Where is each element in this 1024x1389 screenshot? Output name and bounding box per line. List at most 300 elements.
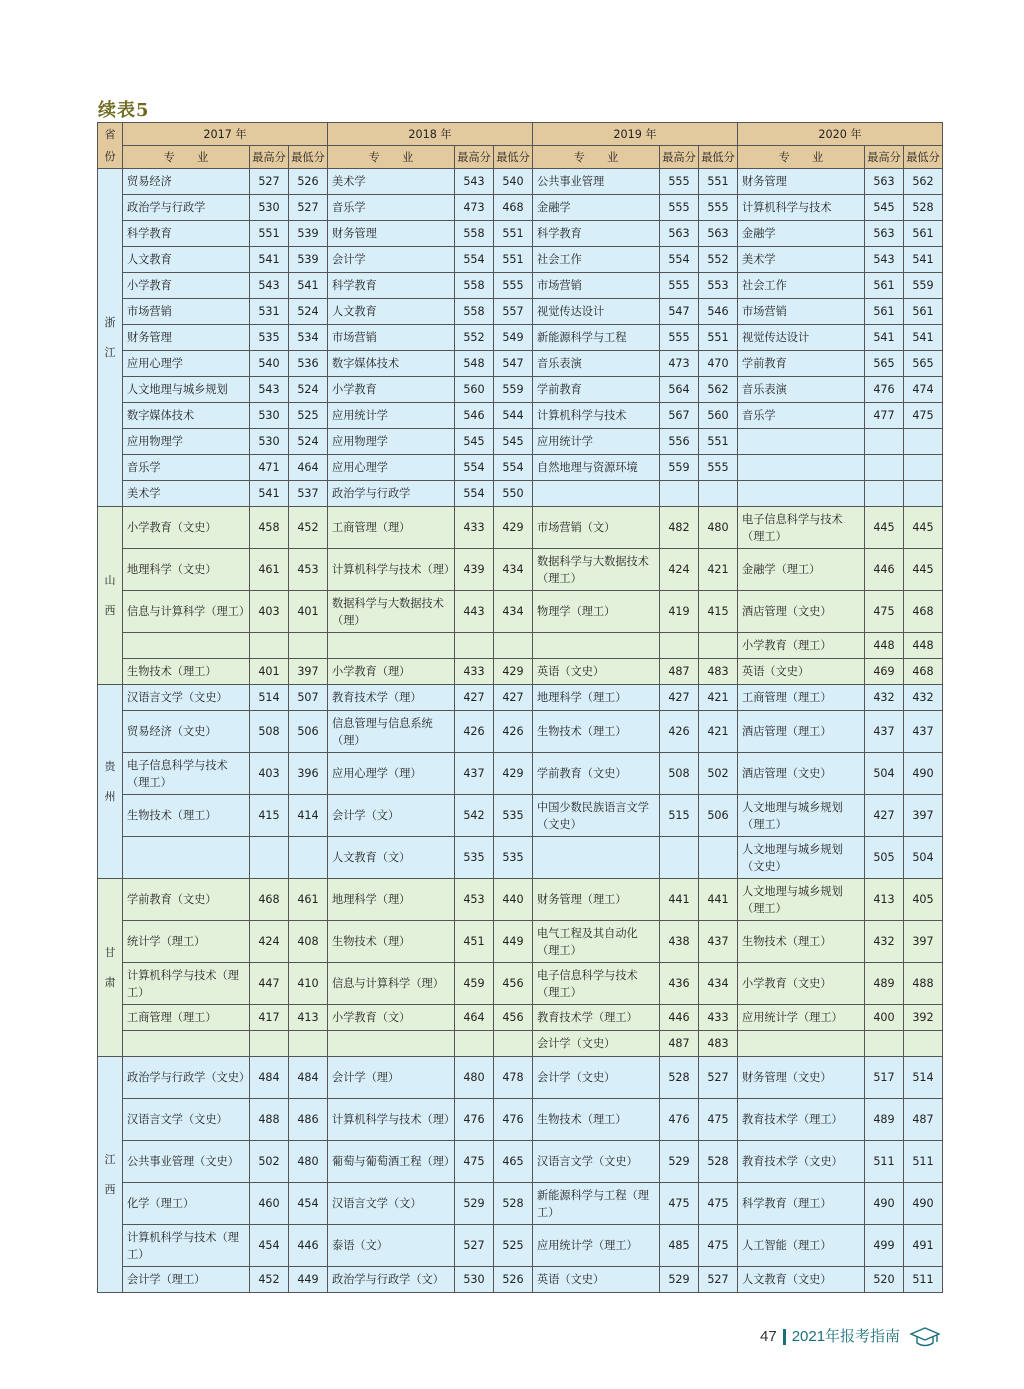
major-cell: 人文地理与城乡规划（理工）	[738, 879, 865, 921]
min-score-cell: 475	[699, 1225, 738, 1267]
major-cell: 葡萄与葡萄酒工程（理）	[328, 1141, 455, 1183]
table-row	[98, 273, 943, 299]
max-score-cell: 473	[455, 195, 494, 221]
max-score-header: 最高分	[250, 146, 289, 169]
major-cell: 科学教育	[123, 221, 250, 247]
min-score-cell: 527	[289, 195, 328, 221]
max-score-cell: 446	[660, 1005, 699, 1031]
table-row	[98, 1267, 943, 1293]
min-score-cell: 524	[289, 299, 328, 325]
major-cell: 英语（文史）	[533, 1267, 660, 1293]
min-score-cell: 452	[289, 507, 328, 549]
max-score-cell: 502	[250, 1141, 289, 1183]
table-row	[98, 1225, 943, 1267]
table-row	[98, 879, 943, 921]
guide-title: 2021年报考指南	[791, 1328, 901, 1345]
min-score-cell: 544	[494, 403, 533, 429]
min-score-cell: 535	[494, 837, 533, 879]
major-cell: 视觉传达设计	[533, 299, 660, 325]
min-score-cell: 557	[494, 299, 533, 325]
max-score-cell: 485	[660, 1225, 699, 1267]
max-score-cell: 546	[455, 403, 494, 429]
max-score-cell: 454	[250, 1225, 289, 1267]
min-score-cell: 432	[904, 685, 943, 711]
major-cell: 小学教育	[328, 377, 455, 403]
table-row	[98, 247, 943, 273]
table-row	[98, 325, 943, 351]
max-score-cell: 475	[455, 1141, 494, 1183]
max-score-cell: 527	[455, 1225, 494, 1267]
max-score-cell: 530	[250, 429, 289, 455]
min-score-cell: 511	[904, 1267, 943, 1293]
major-cell: 数字媒体技术	[123, 403, 250, 429]
min-score-cell: 449	[494, 921, 533, 963]
table-row	[98, 507, 943, 549]
min-score-cell: 562	[699, 377, 738, 403]
table-row	[98, 351, 943, 377]
table-row	[98, 837, 943, 879]
major-cell: 会计学（理）	[328, 1057, 455, 1099]
max-score-cell: 476	[660, 1099, 699, 1141]
max-score-cell: 530	[455, 1267, 494, 1293]
major-cell: 社会工作	[738, 273, 865, 299]
min-score-cell: 541	[904, 247, 943, 273]
table-row	[98, 377, 943, 403]
major-cell: 会计学	[328, 247, 455, 273]
table-row	[98, 1005, 943, 1031]
table-row	[98, 1099, 943, 1141]
max-score-cell: 487	[660, 1031, 699, 1057]
max-score-cell: 520	[865, 1267, 904, 1293]
province-cell	[98, 169, 123, 507]
min-score-cell: 536	[289, 351, 328, 377]
max-score-cell: 541	[865, 325, 904, 351]
min-score-cell: 408	[289, 921, 328, 963]
max-score-cell: 543	[865, 247, 904, 273]
major-cell: 酒店管理（理工）	[738, 711, 865, 753]
major-cell: 应用统计学	[328, 403, 455, 429]
major-cell: 小学教育	[123, 273, 250, 299]
max-score-cell: 433	[455, 659, 494, 685]
min-score-cell: 526	[494, 1267, 533, 1293]
min-score-cell: 525	[494, 1225, 533, 1267]
major-cell: 计算机科学与技术（理）	[328, 549, 455, 591]
max-score-cell: 461	[250, 549, 289, 591]
major-cell: 新能源科学与工程（理工）	[533, 1183, 660, 1225]
min-score-cell: 434	[494, 591, 533, 633]
major-cell: 地理科学（文史）	[123, 549, 250, 591]
max-score-cell: 554	[455, 481, 494, 507]
min-score-cell: 506	[289, 711, 328, 753]
min-score-cell: 551	[699, 169, 738, 195]
table-row	[98, 633, 943, 659]
major-cell: 教育技术学（理工）	[738, 1099, 865, 1141]
max-score-cell: 530	[250, 403, 289, 429]
min-score-cell: 487	[904, 1099, 943, 1141]
table-row	[98, 795, 943, 837]
min-score-cell: 507	[289, 685, 328, 711]
major-cell: 工商管理（理工）	[738, 685, 865, 711]
min-score-cell: 397	[289, 659, 328, 685]
major-cell: 市场营销	[123, 299, 250, 325]
major-cell: 人文地理与城乡规划	[123, 377, 250, 403]
max-score-cell: 413	[865, 879, 904, 921]
min-score-cell: 546	[699, 299, 738, 325]
max-score-cell: 545	[455, 429, 494, 455]
max-score-cell: 554	[455, 455, 494, 481]
major-cell: 应用统计学（理工）	[533, 1225, 660, 1267]
max-score-cell: 505	[865, 837, 904, 879]
footer-divider	[783, 1329, 786, 1345]
max-score-cell	[250, 633, 289, 659]
major-cell: 电气工程及其自动化（理工）	[533, 921, 660, 963]
max-score-cell: 529	[660, 1267, 699, 1293]
major-cell	[328, 633, 455, 659]
major-cell: 计算机科学与技术（理工）	[123, 1225, 250, 1267]
max-score-cell: 433	[455, 507, 494, 549]
major-cell: 数据科学与大数据技术（理工）	[533, 549, 660, 591]
max-score-cell: 508	[660, 753, 699, 795]
major-cell: 市场营销（文）	[533, 507, 660, 549]
max-score-cell	[865, 429, 904, 455]
table-row	[98, 403, 943, 429]
min-score-cell: 415	[699, 591, 738, 633]
max-score-cell	[865, 455, 904, 481]
max-score-cell: 541	[250, 481, 289, 507]
max-score-cell: 448	[865, 633, 904, 659]
major-cell: 电子信息科学与技术（理工）	[738, 507, 865, 549]
min-score-cell: 401	[289, 591, 328, 633]
max-score-cell: 535	[455, 837, 494, 879]
max-score-cell: 540	[250, 351, 289, 377]
max-score-cell: 443	[455, 591, 494, 633]
min-score-cell: 468	[904, 659, 943, 685]
min-score-cell: 474	[904, 377, 943, 403]
major-cell: 财务管理（理工）	[533, 879, 660, 921]
max-score-cell: 541	[250, 247, 289, 273]
max-score-cell: 415	[250, 795, 289, 837]
min-score-cell	[494, 1031, 533, 1057]
major-cell: 人文地理与城乡规划（理工）	[738, 795, 865, 837]
min-score-header: 最低分	[904, 146, 943, 169]
major-cell: 应用统计学（理工）	[738, 1005, 865, 1031]
min-score-cell: 547	[494, 351, 533, 377]
max-score-cell: 547	[660, 299, 699, 325]
max-score-cell	[660, 481, 699, 507]
min-score-cell: 426	[494, 711, 533, 753]
max-score-cell: 563	[865, 169, 904, 195]
table-row	[98, 1031, 943, 1057]
max-score-cell: 543	[250, 377, 289, 403]
min-score-header: 最低分	[699, 146, 738, 169]
province-cell	[98, 879, 123, 1057]
major-cell: 生物技术（理）	[328, 921, 455, 963]
min-score-cell	[289, 1031, 328, 1057]
min-score-cell: 468	[904, 591, 943, 633]
min-score-cell: 552	[699, 247, 738, 273]
major-cell	[533, 633, 660, 659]
major-cell: 视觉传达设计	[738, 325, 865, 351]
min-score-cell: 514	[904, 1057, 943, 1099]
max-score-cell: 561	[865, 273, 904, 299]
major-cell: 政治学与行政学（文史）	[123, 1057, 250, 1099]
max-score-cell: 543	[455, 169, 494, 195]
major-cell: 生物技术（理工）	[533, 1099, 660, 1141]
min-score-cell: 535	[494, 795, 533, 837]
max-score-cell: 527	[250, 169, 289, 195]
major-cell: 科学教育（理工）	[738, 1183, 865, 1225]
max-score-cell: 564	[660, 377, 699, 403]
max-score-cell: 426	[455, 711, 494, 753]
major-cell: 地理科学（理工）	[533, 685, 660, 711]
max-score-cell: 561	[865, 299, 904, 325]
major-cell: 汉语言文学（文）	[328, 1183, 455, 1225]
major-cell	[123, 1031, 250, 1057]
max-score-cell: 487	[660, 659, 699, 685]
major-cell: 工商管理（理工）	[123, 1005, 250, 1031]
max-score-cell	[455, 633, 494, 659]
table-row	[98, 221, 943, 247]
max-score-cell: 484	[250, 1057, 289, 1099]
major-cell: 贸易经济	[123, 169, 250, 195]
major-cell	[123, 837, 250, 879]
min-score-cell: 421	[699, 549, 738, 591]
max-score-header: 最高分	[455, 146, 494, 169]
major-cell: 教育技术学（理）	[328, 685, 455, 711]
admission-score-table	[97, 122, 943, 1293]
min-score-cell: 525	[289, 403, 328, 429]
min-score-cell: 527	[699, 1267, 738, 1293]
min-score-cell: 429	[494, 659, 533, 685]
min-score-cell: 441	[699, 879, 738, 921]
major-cell: 物理学（理工）	[533, 591, 660, 633]
major-cell: 小学教育（文）	[328, 1005, 455, 1031]
min-score-cell	[904, 481, 943, 507]
min-score-cell: 551	[494, 247, 533, 273]
min-score-cell: 524	[289, 377, 328, 403]
max-score-cell: 424	[250, 921, 289, 963]
min-score-cell: 541	[904, 325, 943, 351]
max-score-cell: 419	[660, 591, 699, 633]
min-score-cell: 433	[699, 1005, 738, 1031]
province-cell	[98, 685, 123, 879]
major-cell: 科学教育	[533, 221, 660, 247]
major-cell: 信息与计算科学（理工）	[123, 591, 250, 633]
major-cell: 小学教育（理）	[328, 659, 455, 685]
page-number: 47	[760, 1328, 777, 1345]
max-score-cell: 477	[865, 403, 904, 429]
min-score-cell: 563	[699, 221, 738, 247]
max-score-cell: 560	[455, 377, 494, 403]
min-score-cell: 475	[904, 403, 943, 429]
major-cell: 汉语言文学（文史）	[533, 1141, 660, 1183]
major-cell	[533, 837, 660, 879]
min-score-cell: 392	[904, 1005, 943, 1031]
min-score-cell: 524	[289, 429, 328, 455]
min-score-cell: 437	[699, 921, 738, 963]
min-score-cell: 445	[904, 549, 943, 591]
min-score-cell: 475	[699, 1183, 738, 1225]
major-cell	[738, 455, 865, 481]
max-score-cell: 439	[455, 549, 494, 591]
page-footer	[760, 1325, 942, 1349]
min-score-cell: 551	[699, 325, 738, 351]
max-score-cell: 558	[455, 273, 494, 299]
max-score-cell: 529	[660, 1141, 699, 1183]
max-score-cell: 441	[660, 879, 699, 921]
max-score-cell: 424	[660, 549, 699, 591]
min-score-cell: 429	[494, 753, 533, 795]
min-score-cell: 526	[289, 169, 328, 195]
max-score-cell: 403	[250, 753, 289, 795]
min-score-cell: 434	[494, 549, 533, 591]
min-score-cell: 559	[904, 273, 943, 299]
max-score-cell: 452	[250, 1267, 289, 1293]
max-score-cell: 545	[865, 195, 904, 221]
max-score-cell: 464	[455, 1005, 494, 1031]
major-cell: 汉语言文学（文史）	[123, 1099, 250, 1141]
min-score-header: 最低分	[494, 146, 533, 169]
major-cell: 音乐表演	[738, 377, 865, 403]
min-score-cell	[904, 455, 943, 481]
min-score-cell: 486	[289, 1099, 328, 1141]
table-row	[98, 591, 943, 633]
major-cell: 人文教育（文）	[328, 837, 455, 879]
major-cell: 财务管理	[738, 169, 865, 195]
min-score-cell: 554	[494, 455, 533, 481]
max-score-cell: 551	[250, 221, 289, 247]
min-score-cell	[289, 633, 328, 659]
major-header: 专 业	[328, 146, 455, 169]
min-score-cell: 429	[494, 507, 533, 549]
table-row	[98, 963, 943, 1005]
table-title: 续表5	[98, 100, 150, 121]
max-score-cell: 437	[455, 753, 494, 795]
max-score-cell	[660, 837, 699, 879]
max-score-cell: 554	[660, 247, 699, 273]
min-score-cell: 397	[904, 921, 943, 963]
major-cell: 小学教育（理工）	[738, 633, 865, 659]
min-score-cell: 488	[904, 963, 943, 1005]
table-row	[98, 753, 943, 795]
min-score-cell: 553	[699, 273, 738, 299]
major-cell: 应用心理学	[328, 455, 455, 481]
max-score-cell: 554	[455, 247, 494, 273]
major-cell: 生物技术（理工）	[533, 711, 660, 753]
major-cell: 贸易经济（文史）	[123, 711, 250, 753]
major-cell: 统计学（理工）	[123, 921, 250, 963]
min-score-cell: 511	[904, 1141, 943, 1183]
major-cell: 音乐学	[123, 455, 250, 481]
min-score-cell: 490	[904, 753, 943, 795]
major-cell: 政治学与行政学	[328, 481, 455, 507]
major-cell	[123, 633, 250, 659]
max-score-cell: 508	[250, 711, 289, 753]
min-score-cell: 456	[494, 963, 533, 1005]
min-score-cell: 397	[904, 795, 943, 837]
min-score-header: 最低分	[289, 146, 328, 169]
major-cell: 应用物理学	[328, 429, 455, 455]
min-score-cell: 562	[904, 169, 943, 195]
major-cell: 学前教育（文史）	[533, 753, 660, 795]
min-score-cell: 405	[904, 879, 943, 921]
max-score-cell: 489	[865, 1099, 904, 1141]
min-score-cell: 565	[904, 351, 943, 377]
major-cell: 金融学	[533, 195, 660, 221]
min-score-cell: 491	[904, 1225, 943, 1267]
table-row	[98, 711, 943, 753]
major-cell: 美术学	[328, 169, 455, 195]
max-score-cell: 542	[455, 795, 494, 837]
min-score-cell: 528	[699, 1141, 738, 1183]
province-cell	[98, 507, 123, 685]
max-score-cell: 559	[660, 455, 699, 481]
min-score-cell: 475	[699, 1099, 738, 1141]
min-score-cell: 537	[289, 481, 328, 507]
min-score-cell: 484	[289, 1057, 328, 1099]
major-cell: 人文地理与城乡规划（文史）	[738, 837, 865, 879]
province-label: 甘肃	[104, 945, 116, 989]
max-score-cell: 460	[250, 1183, 289, 1225]
major-cell: 应用统计学	[533, 429, 660, 455]
max-score-cell	[660, 633, 699, 659]
min-score-cell: 465	[494, 1141, 533, 1183]
max-score-cell: 447	[250, 963, 289, 1005]
min-score-cell	[699, 481, 738, 507]
max-score-cell: 437	[865, 711, 904, 753]
max-score-cell: 469	[865, 659, 904, 685]
max-score-header: 最高分	[660, 146, 699, 169]
major-cell: 会计学（文）	[328, 795, 455, 837]
min-score-cell: 427	[494, 685, 533, 711]
major-cell: 应用物理学	[123, 429, 250, 455]
max-score-cell: 555	[660, 169, 699, 195]
max-score-cell: 511	[865, 1141, 904, 1183]
min-score-cell: 470	[699, 351, 738, 377]
min-score-cell: 453	[289, 549, 328, 591]
max-score-cell: 403	[250, 591, 289, 633]
max-score-cell: 528	[660, 1057, 699, 1099]
max-score-cell: 567	[660, 403, 699, 429]
major-cell: 新能源科学与工程	[533, 325, 660, 351]
min-score-cell: 445	[904, 507, 943, 549]
max-score-cell: 445	[865, 507, 904, 549]
max-score-cell: 476	[455, 1099, 494, 1141]
max-score-cell	[250, 837, 289, 879]
max-score-cell: 436	[660, 963, 699, 1005]
min-score-cell: 506	[699, 795, 738, 837]
major-cell: 生物技术（理工）	[123, 795, 250, 837]
major-cell: 信息与计算科学（理）	[328, 963, 455, 1005]
max-score-cell: 555	[660, 273, 699, 299]
year-header: 2019 年	[533, 123, 738, 146]
min-score-cell: 480	[699, 507, 738, 549]
min-score-cell: 413	[289, 1005, 328, 1031]
major-cell: 电子信息科学与技术（理工）	[123, 753, 250, 795]
max-score-header: 最高分	[865, 146, 904, 169]
major-cell: 数字媒体技术	[328, 351, 455, 377]
max-score-cell: 555	[660, 325, 699, 351]
major-cell: 计算机科学与技术（理）	[328, 1099, 455, 1141]
max-score-cell: 535	[250, 325, 289, 351]
max-score-cell: 504	[865, 753, 904, 795]
year-header: 2017 年	[123, 123, 328, 146]
min-score-cell: 446	[289, 1225, 328, 1267]
graduation-cap-icon	[908, 1325, 942, 1349]
min-score-cell: 456	[494, 1005, 533, 1031]
major-cell: 政治学与行政学（文）	[328, 1267, 455, 1293]
max-score-cell	[865, 481, 904, 507]
